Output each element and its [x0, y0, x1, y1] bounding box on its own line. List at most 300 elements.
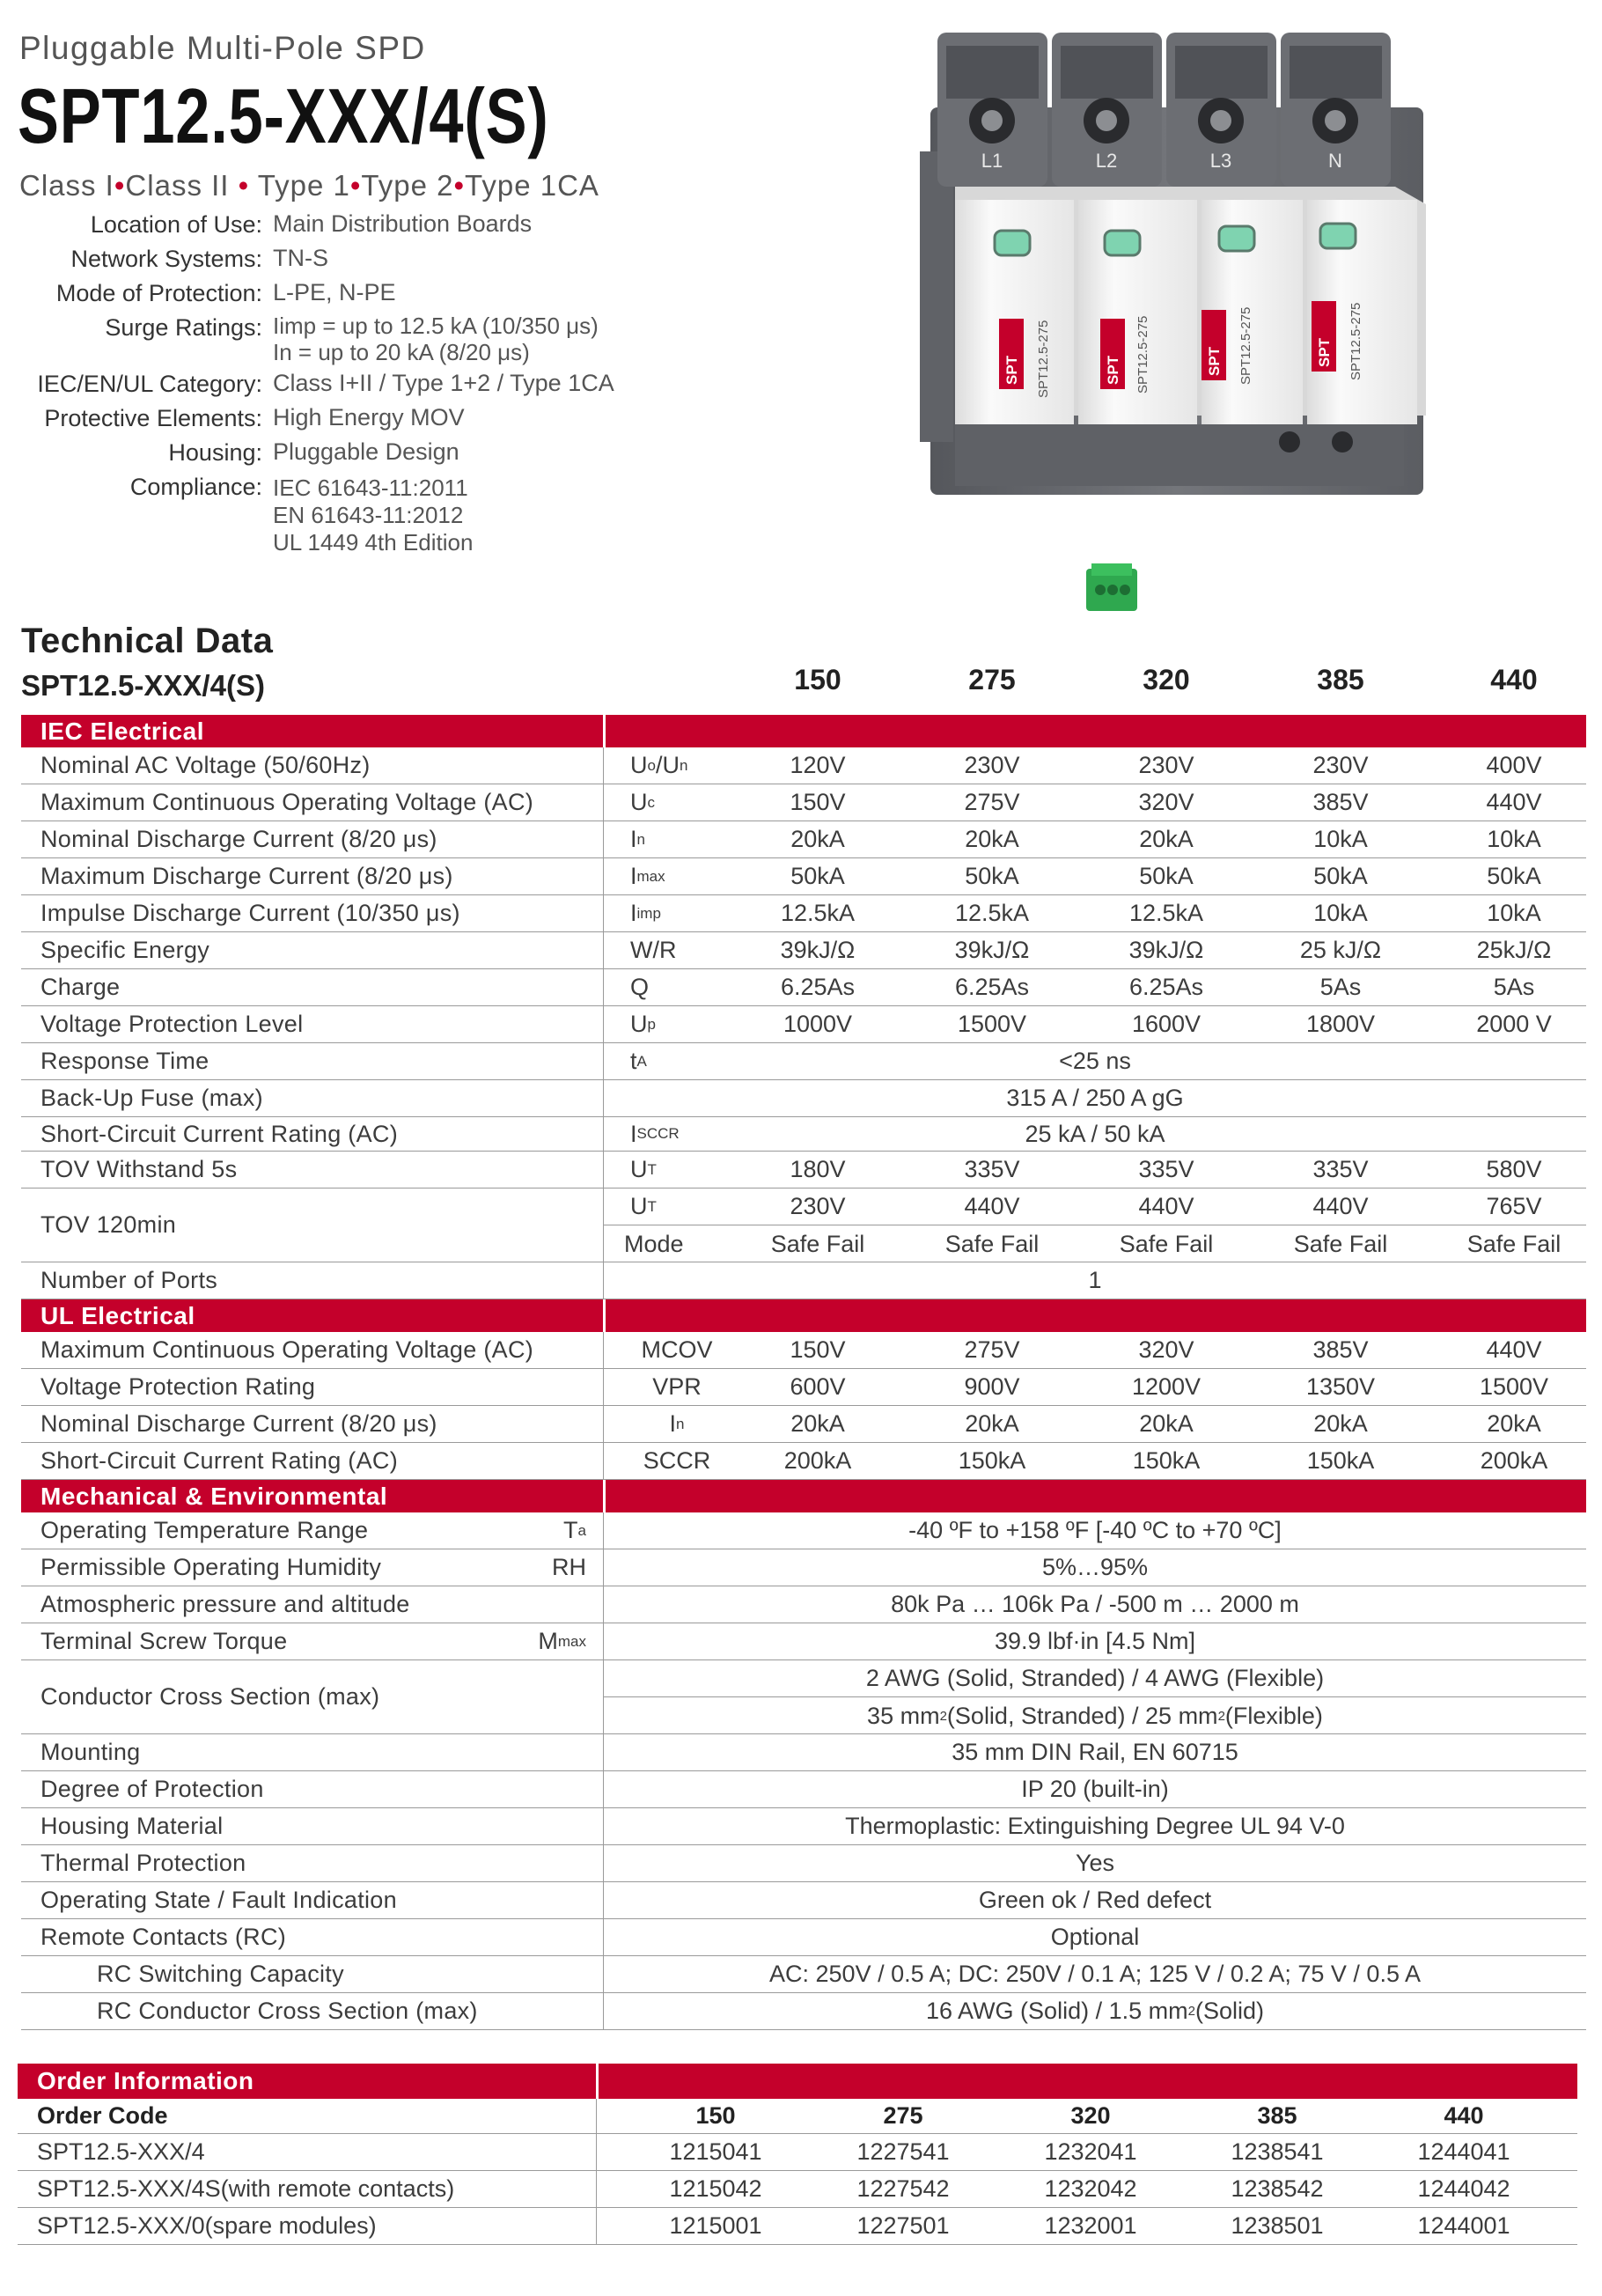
- symbol-subscript: c: [647, 793, 655, 811]
- cell-value: 200kA: [1480, 1447, 1548, 1474]
- cell-value: Safe Fail: [770, 1230, 865, 1257]
- order-row: [18, 2134, 1577, 2171]
- cell-value: 230V: [790, 1193, 846, 1219]
- technical-data-column-headers: [0, 664, 1602, 703]
- order-code-value: 1215042: [669, 2175, 762, 2202]
- row-label: Short-Circuit Current Rating (AC): [40, 1120, 399, 1147]
- row-label: Mounting: [40, 1739, 141, 1765]
- band-ul-electrical: [21, 1299, 1586, 1332]
- column-header: 440: [1444, 2102, 1484, 2129]
- cell-value: 440V: [1312, 1193, 1369, 1219]
- cell-value: Safe Fail: [1119, 1230, 1214, 1257]
- info-value-line: L-PE, N-PE: [273, 279, 396, 305]
- cell-value: 6.25As: [1128, 974, 1204, 1000]
- symbol-subscript: p: [647, 1015, 656, 1033]
- row-label: Thermal Protection: [40, 1850, 246, 1876]
- row-label: Nominal Discharge Current (8/20 μs): [40, 1410, 437, 1437]
- symbol: I max: [630, 863, 665, 889]
- table-row: [21, 1152, 1586, 1188]
- column-divider: [603, 1152, 604, 1188]
- cell-value: Safe Fail: [1466, 1230, 1562, 1257]
- cell-value: 150kA: [1132, 1447, 1201, 1474]
- cell-value: 320V: [1138, 789, 1194, 815]
- table-row: [21, 895, 1586, 932]
- band-divider: [603, 1299, 606, 1332]
- row-label: Operating State / Fault Indication: [40, 1887, 397, 1913]
- cell-value: 1500V: [1479, 1373, 1549, 1400]
- info-key: Location of Use:: [90, 211, 262, 238]
- table-row: [21, 858, 1586, 895]
- cell-value: 20kA: [1139, 1410, 1194, 1437]
- cell-value: 5As: [1493, 974, 1535, 1000]
- info-value-line: High Energy MOV: [273, 404, 465, 430]
- table-row-conductor-cross-section: [21, 1660, 1586, 1734]
- info-key: Surge Ratings:: [105, 314, 262, 341]
- column-header: 150: [695, 2102, 736, 2129]
- column-divider: [596, 2134, 597, 2170]
- order-code-header: Order Code: [37, 2102, 168, 2129]
- info-value-line: TN-S: [273, 245, 328, 271]
- brand-logo: SPT: [1206, 346, 1223, 376]
- cell-value-merged: Optional: [1050, 1924, 1140, 1950]
- band-mechanical-environmental: [21, 1480, 1586, 1512]
- class-line: [19, 169, 599, 202]
- info-row-category: [19, 369, 671, 400]
- table-row-tov-120min: [21, 1188, 1586, 1262]
- table-row: [21, 1845, 1586, 1882]
- symbol-subscript: A: [636, 1052, 647, 1070]
- cell-value: 20kA: [1487, 1410, 1541, 1437]
- dot-separator: •: [238, 169, 250, 202]
- cell-value-merged: 2 AWG (Solid, Stranded) / 4 AWG (Flexible): [865, 1665, 1325, 1691]
- row-label: Remote Contacts (RC): [40, 1924, 287, 1950]
- cell-value-merged: 1: [1088, 1267, 1102, 1293]
- column-divider: [603, 1369, 604, 1405]
- pole-label: L1: [981, 150, 1003, 172]
- column-divider: [596, 2208, 597, 2244]
- column-divider: [603, 858, 604, 894]
- cell-value: 320V: [1138, 1336, 1194, 1363]
- cell-value: 20kA: [1139, 826, 1194, 852]
- table-row: [21, 784, 1586, 821]
- type-2: Type 2: [361, 169, 454, 202]
- remote-contact-connector-image: [1083, 562, 1143, 616]
- info-row-network: [19, 244, 671, 275]
- table-row: [21, 1956, 1586, 1993]
- info-value: [273, 313, 671, 365]
- row-label: TOV 120min: [40, 1211, 177, 1238]
- cell-value-merged: Thermoplastic: Extinguishing Degree UL 94 V-0: [845, 1813, 1345, 1839]
- pole-label: N: [1328, 150, 1342, 172]
- cell-value: 50kA: [790, 863, 845, 889]
- cell-value: 1600V: [1131, 1011, 1202, 1037]
- table-row: [21, 1043, 1586, 1080]
- symbol: Mode: [624, 1230, 684, 1257]
- cell-value: 275V: [964, 789, 1020, 815]
- row-label: Permissible Operating Humidity: [40, 1554, 382, 1580]
- symbol: M max: [538, 1628, 586, 1654]
- cell-value: 765V: [1486, 1193, 1542, 1219]
- cell-value: Safe Fail: [1293, 1230, 1388, 1257]
- cell-value: 20kA: [790, 826, 845, 852]
- symbol: U c: [630, 789, 655, 815]
- cell-value: 50kA: [1139, 863, 1194, 889]
- symbol: U T: [630, 1156, 657, 1182]
- cell-value: 39kJ/Ω: [780, 937, 856, 963]
- row-label: Atmospheric pressure and altitude: [40, 1591, 410, 1617]
- row-label: Short-Circuit Current Rating (AC): [40, 1447, 399, 1474]
- cell-value: 20kA: [965, 826, 1019, 852]
- order-code-value: 1244001: [1417, 2212, 1510, 2239]
- order-code-value: 1232041: [1044, 2138, 1137, 2165]
- cell-value: 230V: [1312, 752, 1369, 778]
- cell-value-merged: 25 kA / 50 kA: [1025, 1120, 1165, 1147]
- row-label: Voltage Protection Rating: [40, 1373, 316, 1400]
- cell-value: 230V: [964, 752, 1020, 778]
- symbol: MCOV: [641, 1336, 713, 1363]
- symbol: W/R: [630, 937, 677, 963]
- cell-value: 50kA: [965, 863, 1019, 889]
- info-list: [19, 210, 671, 560]
- cell-value: 400V: [1486, 752, 1542, 778]
- product-title: SPT12.5-XXX/4(S): [18, 72, 549, 159]
- table-row: [21, 1993, 1586, 2030]
- order-code-value: 1227542: [856, 2175, 950, 2202]
- type-1ca: Type 1CA: [465, 169, 599, 202]
- mode-subrow: [21, 1225, 1586, 1262]
- info-key: Network Systems:: [70, 246, 262, 272]
- cell-value: 440V: [964, 1193, 1020, 1219]
- section-label: UL Electrical: [40, 1302, 195, 1329]
- row-label: RC Switching Capacity: [97, 1961, 344, 1987]
- symbol: RH: [552, 1554, 586, 1580]
- technical-data-model: SPT12.5-XXX/4(S): [21, 669, 265, 702]
- order-code-value: 1244042: [1417, 2175, 1510, 2202]
- row-label: RC Conductor Cross Section (max): [97, 1998, 478, 2024]
- cell-value: 440V: [1486, 789, 1542, 815]
- info-key: Compliance:: [129, 474, 262, 500]
- symbol-subscript: n: [676, 1415, 685, 1432]
- cell-value: 50kA: [1313, 863, 1368, 889]
- row-label: Back-Up Fuse (max): [40, 1085, 263, 1111]
- column-divider: [603, 969, 604, 1005]
- info-row-mode: [19, 278, 671, 309]
- table-row: [21, 1406, 1586, 1443]
- tov-values-subrow: [21, 1188, 1586, 1225]
- type-1: Type 1: [249, 169, 350, 202]
- cell-value: 1200V: [1131, 1373, 1202, 1400]
- cell-value: 150V: [790, 1336, 846, 1363]
- row-label: Maximum Continuous Operating Voltage (AC): [40, 1336, 534, 1363]
- info-value: [273, 278, 671, 309]
- info-value: [273, 369, 671, 400]
- info-row-housing: [19, 438, 671, 468]
- cell-value: 200kA: [783, 1447, 852, 1474]
- info-value: [273, 403, 671, 434]
- cell-value: 12.5kA: [954, 900, 1030, 926]
- order-row-label: SPT12.5-XXX/4: [37, 2138, 205, 2165]
- cell-value: 39kJ/Ω: [954, 937, 1030, 963]
- symbol-subscript: max: [636, 867, 665, 885]
- row-label: Voltage Protection Level: [40, 1011, 304, 1037]
- info-key: Mode of Protection:: [55, 280, 262, 306]
- row-label: Impulse Discharge Current (10/350 μs): [40, 900, 460, 926]
- table-row: [21, 969, 1586, 1006]
- row-label: Housing Material: [40, 1813, 224, 1839]
- symbol-subscript: SCCR: [636, 1125, 680, 1142]
- table-row: [21, 1369, 1586, 1406]
- column-divider: [603, 784, 604, 821]
- class-i: Class I: [19, 169, 114, 202]
- cell-value: 1500V: [957, 1011, 1027, 1037]
- band-divider: [603, 715, 606, 747]
- table-row: [21, 1586, 1586, 1623]
- row-label: Maximum Continuous Operating Voltage (AC): [40, 789, 534, 815]
- symbol: I SCCR: [630, 1120, 680, 1147]
- column-divider: [596, 2171, 597, 2207]
- order-header-row: [18, 2099, 1577, 2134]
- cell-value: 25kJ/Ω: [1476, 937, 1552, 963]
- cell-value: 180V: [790, 1156, 846, 1182]
- info-key: Housing:: [168, 439, 262, 466]
- column-divider: [603, 1332, 604, 1368]
- cell-value-merged: Yes: [1075, 1850, 1115, 1876]
- product-image: [920, 28, 1426, 521]
- cell-value: 230V: [1138, 752, 1194, 778]
- info-value-line: EN 61643-11:2012: [273, 502, 464, 528]
- table-row: [21, 1734, 1586, 1771]
- info-row-location: [19, 210, 671, 240]
- cell-value-merged: 80k Pa … 106k Pa / -500 m … 2000 m: [891, 1591, 1299, 1617]
- module-label: SPT12.5-275: [1036, 320, 1051, 398]
- symbol: I n: [630, 826, 645, 852]
- module-label: SPT12.5-275: [1238, 306, 1253, 385]
- cell-value: 2000 V: [1476, 1011, 1552, 1037]
- cell-value-merged: 35 mm DIN Rail, EN 60715: [952, 1739, 1238, 1765]
- column-header: 320: [1070, 2102, 1111, 2129]
- cell-value: 900V: [964, 1373, 1020, 1400]
- order-row: [18, 2208, 1577, 2245]
- symbol-subscript: max: [557, 1632, 586, 1650]
- cell-value: 5As: [1319, 974, 1362, 1000]
- symbol-subscript: o: [647, 756, 656, 774]
- info-key: Protective Elements:: [44, 405, 262, 431]
- table-row: [21, 1623, 1586, 1660]
- symbol: U o /U n: [630, 752, 688, 778]
- column-divider: [603, 1406, 604, 1442]
- cell-value-merged: 35 mm 2 (Solid, Stranded) / 25 mm 2 (Flexible): [867, 1702, 1323, 1729]
- cell-value-merged: 5%…95%: [1041, 1554, 1149, 1580]
- symbol-subscript: n: [636, 830, 645, 848]
- symbol-subscript: a: [577, 1521, 586, 1539]
- table-row: [21, 821, 1586, 858]
- cell-value: 150V: [790, 789, 846, 815]
- info-value-line: IEC 61643-11:2011: [273, 475, 468, 501]
- table-row: [21, 1771, 1586, 1808]
- section-label: Mechanical & Environmental: [40, 1483, 388, 1510]
- order-code-value: 1227501: [856, 2212, 950, 2239]
- info-value-line: Class I+II / Type 1+2 / Type 1CA: [273, 370, 614, 396]
- cell-value: 335V: [1312, 1156, 1369, 1182]
- table-row: [21, 1919, 1586, 1956]
- column-divider: [603, 821, 604, 857]
- band-order-information: [18, 2064, 1577, 2099]
- cell-value: 20kA: [790, 1410, 845, 1437]
- symbol: I imp: [630, 900, 661, 926]
- symbol-subscript: T: [647, 1160, 657, 1178]
- table-row: [21, 1332, 1586, 1369]
- cell-value: 10kA: [1313, 826, 1368, 852]
- row-label: Nominal Discharge Current (8/20 μs): [40, 826, 437, 852]
- class-ii: Class II: [125, 169, 239, 202]
- dot-separator: •: [114, 169, 126, 202]
- info-row-compliance: [19, 472, 671, 556]
- table-row: [21, 1443, 1586, 1480]
- column-divider: [603, 932, 604, 968]
- column-header: 275: [968, 664, 1016, 695]
- order-row-label: SPT12.5-XXX/0(spare modules): [37, 2212, 377, 2239]
- row-label: Terminal Screw Torque: [40, 1628, 288, 1654]
- info-value-line: UL 1449 4th Edition: [273, 529, 474, 556]
- cell-value-merged: Green ok / Red defect: [978, 1887, 1212, 1913]
- order-code-value: 1232001: [1044, 2212, 1137, 2239]
- row-label: Response Time: [40, 1048, 209, 1074]
- section-label: IEC Electrical: [40, 718, 204, 745]
- row-label: Number of Ports: [40, 1267, 218, 1293]
- order-code-value: 1244041: [1417, 2138, 1510, 2165]
- symbol: U p: [630, 1011, 656, 1037]
- cell-value: 12.5kA: [1128, 900, 1204, 926]
- info-value-line: Main Distribution Boards: [273, 210, 533, 237]
- symbol-subscript: imp: [636, 904, 661, 922]
- column-divider: [603, 1006, 604, 1042]
- product-subtitle: Pluggable Multi-Pole SPD: [19, 30, 426, 66]
- order-code-value: 1238501: [1231, 2212, 1324, 2239]
- order-row: [18, 2171, 1577, 2208]
- info-key: IEC/EN/UL Category:: [37, 371, 262, 397]
- superscript: 2: [1187, 2004, 1195, 2019]
- row-label: Operating Temperature Range: [40, 1517, 369, 1543]
- superscript: 2: [1217, 1708, 1225, 1724]
- superscript: 2: [939, 1708, 947, 1724]
- brand-logo: SPT: [1316, 337, 1333, 367]
- symbol: T a: [563, 1517, 586, 1543]
- table-row: [21, 1549, 1586, 1586]
- technical-data-title: Technical Data: [21, 622, 274, 660]
- table-row: [21, 1080, 1586, 1117]
- cell-value: 25 kJ/Ω: [1299, 937, 1382, 963]
- column-header: 385: [1257, 2102, 1297, 2129]
- row-label: Maximum Discharge Current (8/20 μs): [40, 863, 453, 889]
- cell-value: 20kA: [1313, 1410, 1368, 1437]
- cell-value: 10kA: [1487, 900, 1541, 926]
- table-row: [21, 1117, 1586, 1152]
- cell-value: 50kA: [1487, 863, 1541, 889]
- column-divider: [596, 2099, 597, 2133]
- cell-value: 1350V: [1305, 1373, 1376, 1400]
- cell-value: 120V: [790, 752, 846, 778]
- housing-side: [920, 151, 953, 442]
- cell-value-merged: 39.9 lbf·in [4.5 Nm]: [994, 1628, 1196, 1654]
- info-value: [273, 244, 671, 275]
- column-header: 385: [1317, 664, 1364, 695]
- cell-value: 150kA: [958, 1447, 1026, 1474]
- cell-value-merged: IP 20 (built-in): [1021, 1776, 1169, 1802]
- column-divider: [603, 1443, 604, 1479]
- info-value-line: Iimp = up to 12.5 kA (10/350 μs): [273, 313, 599, 339]
- cell-value: 12.5kA: [780, 900, 856, 926]
- cell-value: 1000V: [783, 1011, 853, 1037]
- band-divider: [603, 1480, 606, 1512]
- cell-value-merged: AC: 250V / 0.5 A; DC: 250V / 0.1 A; 125 V / 0.2 A; 75 V / 0.5 A: [769, 1961, 1421, 1987]
- cell-value: 385V: [1312, 1336, 1369, 1363]
- cell-value-merged: 315 A / 250 A gG: [1006, 1085, 1184, 1111]
- cell-value: 600V: [790, 1373, 846, 1400]
- order-code-value: 1215041: [669, 2138, 762, 2165]
- cell-value: 150kA: [1306, 1447, 1375, 1474]
- symbol-subscript: n: [679, 756, 688, 774]
- order-code-value: 1238541: [1231, 2138, 1324, 2165]
- table-row: [21, 1882, 1586, 1919]
- table-row: [21, 1512, 1586, 1549]
- column-header: 440: [1490, 664, 1538, 695]
- info-value: [273, 210, 671, 240]
- order-row-label: SPT12.5-XXX/4S(with remote contacts): [37, 2175, 455, 2202]
- info-value-line: In = up to 20 kA (8/20 μs): [273, 339, 530, 365]
- column-header: 150: [794, 664, 841, 695]
- symbol: VPR: [652, 1373, 702, 1400]
- symbol: I n: [669, 1410, 685, 1437]
- row-label: TOV Withstand 5s: [40, 1156, 238, 1182]
- row-label: Specific Energy: [40, 937, 210, 963]
- order-code-value: 1232042: [1044, 2175, 1137, 2202]
- info-value: [273, 472, 671, 556]
- cell-value-merged: -40 ºF to +158 ºF [-40 ºC to +70 ºC]: [908, 1517, 1282, 1543]
- pole-label: L3: [1209, 150, 1232, 172]
- cell-value: 440V: [1138, 1193, 1194, 1219]
- cell-value: 580V: [1486, 1156, 1542, 1182]
- table-row: [21, 1006, 1586, 1043]
- row-label: Degree of Protection: [40, 1776, 264, 1802]
- cell-value-merged: 16 AWG (Solid) / 1.5 mm 2 (Solid): [926, 1998, 1264, 2024]
- info-row-elements: [19, 403, 671, 434]
- cell-value: 275V: [964, 1336, 1020, 1363]
- order-code-value: 1227541: [856, 2138, 950, 2165]
- dot-separator: •: [453, 169, 466, 202]
- brand-logo: SPT: [1003, 355, 1020, 385]
- brand-logo: SPT: [1105, 355, 1121, 385]
- row-label: Conductor Cross Section (max): [40, 1683, 380, 1710]
- cell-value: Safe Fail: [944, 1230, 1040, 1257]
- row-label: Charge: [40, 974, 121, 1000]
- order-code-value: 1238542: [1231, 2175, 1324, 2202]
- cell-value: 10kA: [1487, 826, 1541, 852]
- cell-value: 385V: [1312, 789, 1369, 815]
- info-value-line: Pluggable Design: [273, 438, 459, 465]
- symbol-subscript: T: [647, 1197, 657, 1215]
- info-value: [273, 438, 671, 468]
- column-header: 320: [1143, 664, 1190, 695]
- cell-value: 20kA: [965, 1410, 1019, 1437]
- cell-value: 10kA: [1313, 900, 1368, 926]
- symbol: t A: [630, 1048, 647, 1074]
- cell-value: 440V: [1486, 1336, 1542, 1363]
- band-iec-electrical: [21, 715, 1586, 747]
- cell-value: 335V: [964, 1156, 1020, 1182]
- band-divider: [596, 2064, 599, 2099]
- module-label: SPT12.5-275: [1348, 302, 1363, 380]
- cell-value: 1800V: [1305, 1011, 1376, 1037]
